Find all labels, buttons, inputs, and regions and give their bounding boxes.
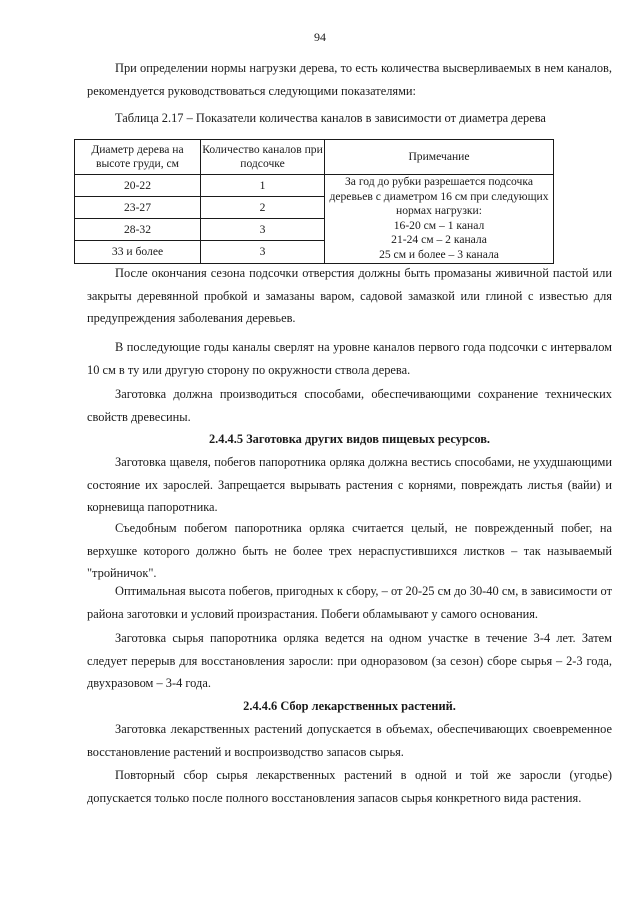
paragraph: Оптимальная высота побегов, пригодных к сбору, – от 20-25 см до 30-40 см, в зависимости от района заготовки и условий произрастания. Побеги обламывают у самого основания. [87, 584, 612, 621]
paragraph: Заготовка щавеля, побегов папоротника орляка должна вестись способами, не ухудшающими состояние их зарослей. Запрещается вырывать растения с корнями, повреждать листья (вайи) и корневища папоротника. [87, 455, 612, 515]
table-header-row [75, 140, 554, 175]
header-channels: Количество каналов при подсочке [201, 140, 325, 175]
cell-channels: 3 [201, 219, 325, 241]
table-caption: Таблица 2.17 – Показатели количества каналов в зависимости от диаметра дерева [115, 111, 546, 125]
paragraph: Заготовка должна производиться способами, обеспечивающими сохранение технических свойств древесины. [87, 387, 612, 424]
cell-note [325, 175, 554, 264]
channels-table [74, 139, 554, 264]
cell-channels: 1 [201, 175, 325, 197]
header-diameter: Диаметр дерева на высоте груди, см [75, 140, 201, 175]
paragraph: Заготовка сырья папоротника орляка ведется на одном участке в течение 3-4 лет. Затем следует перерыв для восстановления заросли: при одноразовом (за сезон) сборе сырья – 2-3 года, двухразовом – 3-4 года. [87, 631, 612, 691]
paragraph: Заготовка лекарственных растений допускается в объемах, обеспечивающих своевременное восстановление растений и воспроизводство запасов сырья. [87, 722, 612, 759]
paragraph: В последующие годы каналы сверлят на уровне каналов первого года подсочки с интервалом 10 см в ту или другую сторону по окружности ствола дерева. [87, 340, 612, 377]
paragraph: После окончания сезона подсочки отверстия должны быть промазаны живичной пастой или закрыты деревянной пробкой и замазаны варом, садовой замазкой или глиной с известью для предупреждения заболевания деревьев. [87, 266, 612, 326]
cell-diameter: 28-32 [75, 219, 201, 241]
page-number: 94 [314, 30, 326, 44]
note-line: 16-20 см – 1 канал [393, 218, 485, 232]
section-heading: 2.4.4.5 Заготовка других видов пищевых ресурсов. [208, 432, 491, 446]
cell-channels: 3 [201, 241, 325, 263]
note-line: 25 см и более – 3 канала [379, 247, 499, 261]
section-heading: 2.4.4.6 Сбор лекарственных растений. [243, 699, 456, 713]
cell-diameter: 23-27 [75, 197, 201, 219]
paragraph: Повторный сбор сырья лекарственных растений в одной и той же заросли (угодье) допускается только после полного восстановления запасов сырья конкретного вида растения. [87, 768, 612, 805]
note-line: 21-24 см – 2 канала [391, 233, 487, 247]
note-line: За год до рубки разрешается подсочка деревьев с диаметром 16 см при следующих нормах нагрузки: [329, 175, 549, 218]
header-note: Примечание [325, 140, 554, 175]
cell-channels: 2 [201, 197, 325, 219]
cell-diameter: 33 и более [75, 241, 201, 263]
paragraph: Съедобным побегом папоротника орляка считается целый, не поврежденный побег, на верхушке которого должно быть не более трех нераспустившихся листков – так называемый "тройничок". [87, 521, 612, 581]
table-row [75, 175, 554, 197]
cell-diameter: 20-22 [75, 175, 201, 197]
intro-paragraph: При определении нормы нагрузки дерева, то есть количества высверливаемых в нем каналов, рекомендуется руководствоваться следующими показателями: [87, 61, 612, 98]
